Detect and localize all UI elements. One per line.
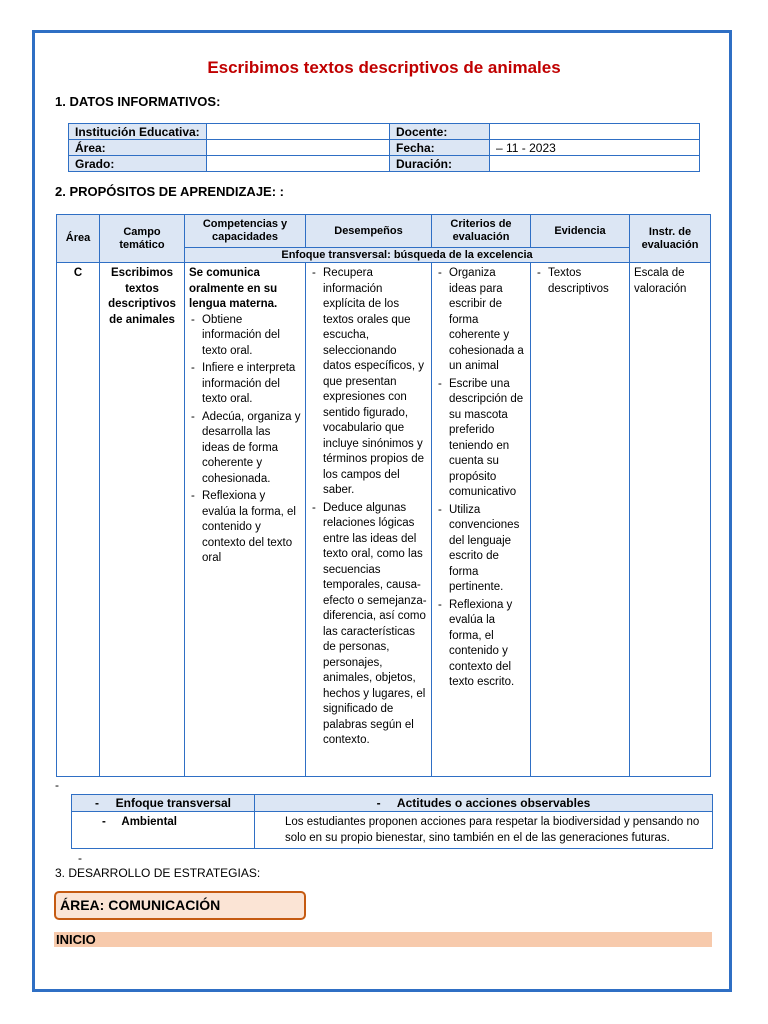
propositos-table [56, 214, 711, 777]
institucion-value [207, 124, 390, 140]
area-cell: C [57, 263, 100, 777]
header-competencias: Competencias y capacidades [185, 215, 306, 248]
header-campo: Campo temático [100, 215, 185, 263]
area-value [207, 140, 390, 156]
fecha-label: Fecha: [390, 140, 490, 156]
enfoque-header: Enfoque transversal [115, 796, 232, 810]
header-instrumento: Instr. de evaluación [630, 215, 711, 263]
docente-label: Docente: [390, 124, 490, 140]
list-item: - Reflexiona y evalúa la forma, el contenido y contexto del texto oral [189, 489, 301, 567]
enfoque-transversal-row: Enfoque transversal: búsqueda de la excelencia [185, 248, 630, 263]
enfoque-header-cell [72, 795, 255, 812]
criterios-list [436, 266, 526, 691]
actitudes-text: Los estudiantes proponen acciones para respetar la biodiversidad y pensando no solo en su propio bienestar, sino también en el de las generaciones futuras. [255, 812, 713, 849]
dash-mark: - [94, 796, 99, 810]
enfoque-ambiental: Ambiental [121, 816, 177, 828]
list-item: - Infiere e interpreta información del texto oral. [189, 361, 301, 408]
evidencia-cell [531, 263, 630, 777]
fecha-value: – 11 - 2023 [490, 140, 700, 156]
enfoque-label-cell [72, 812, 255, 849]
capacidades-list [189, 313, 301, 567]
competencias-cell [185, 263, 306, 777]
competencia-title: Se comunica oralmente en su lengua materna. [189, 267, 278, 310]
docente-value [490, 124, 700, 140]
list-item: - Deduce algunas relaciones lógicas entre las ideas del texto oral, como las secuencias temporales, causa-efecto o semejanza-diferencia, así como las características de personas, personajes, animales, objetos, hechos y lugares, el significado de palabras según el contexto. [310, 501, 427, 749]
header-evidencia: Evidencia [531, 215, 630, 248]
campo-cell: Escribimos textos descriptivos de animales [100, 263, 185, 777]
header-desempenos: Desempeños [306, 215, 432, 248]
list-item: - Utiliza convenciones del lenguaje escrito de forma pertinente. [436, 503, 526, 596]
header-area: Área [57, 215, 100, 263]
document-title: Escribimos textos descriptivos de animales [207, 58, 561, 77]
inicio-bar: INICIO [54, 932, 712, 947]
evidencia-list [535, 266, 625, 297]
duracion-value [490, 156, 700, 172]
datos-table [68, 123, 700, 172]
dash-mark: - [376, 796, 381, 810]
list-item: - Obtiene información del texto oral. [189, 313, 301, 360]
list-item: - Organiza ideas para escribir de forma coherente y cohesionada a un animal [436, 266, 526, 375]
list-item: - Adecúa, organiza y desarrolla las ideas de forma coherente y cohesionada. [189, 410, 301, 488]
section-datos-informativos: 1. DATOS INFORMATIVOS: [55, 94, 221, 109]
list-item: - Reflexiona y evalúa la forma, el contenido y contexto del texto escrito. [436, 598, 526, 691]
instrumento-cell: Escala de valoración [630, 263, 711, 777]
dash-mark: - [78, 851, 82, 865]
list-item: - Recupera información explícita de los textos orales que escucha, seleccionando datos específicos, y que presentan expresiones con sentido figurado, vocabulario que incluye sinónimos y términos propios de los campos del saber. [310, 266, 427, 499]
area-comunicacion-box: ÁREA: COMUNICACIÓN [54, 891, 306, 920]
dash-mark: - [102, 816, 106, 828]
duracion-label: Duración: [390, 156, 490, 172]
list-item: - Textos descriptivos [535, 266, 625, 297]
actitudes-header-cell [255, 795, 713, 812]
grado-label: Grado: [69, 156, 207, 172]
list-item: - Escribe una descripción de su mascota preferido teniendo en cuenta su propósito comunicativo [436, 377, 526, 501]
enfoque-table [71, 794, 713, 849]
actitudes-header: Actitudes o acciones observables [396, 796, 591, 810]
section-desarrollo: 3. DESARROLLO DE ESTRATEGIAS: [55, 866, 261, 880]
section-propositos: 2. PROPÓSITOS DE APRENDIZAJE: : [55, 184, 284, 199]
area-label: Área: [69, 140, 207, 156]
dash-mark: - [55, 778, 59, 792]
institucion-label: Institución Educativa: [69, 124, 207, 140]
desempenos-cell [306, 263, 432, 777]
desempenos-list [310, 266, 427, 749]
grado-value [207, 156, 390, 172]
criterios-cell [432, 263, 531, 777]
header-criterios: Criterios de evaluación [432, 215, 531, 248]
